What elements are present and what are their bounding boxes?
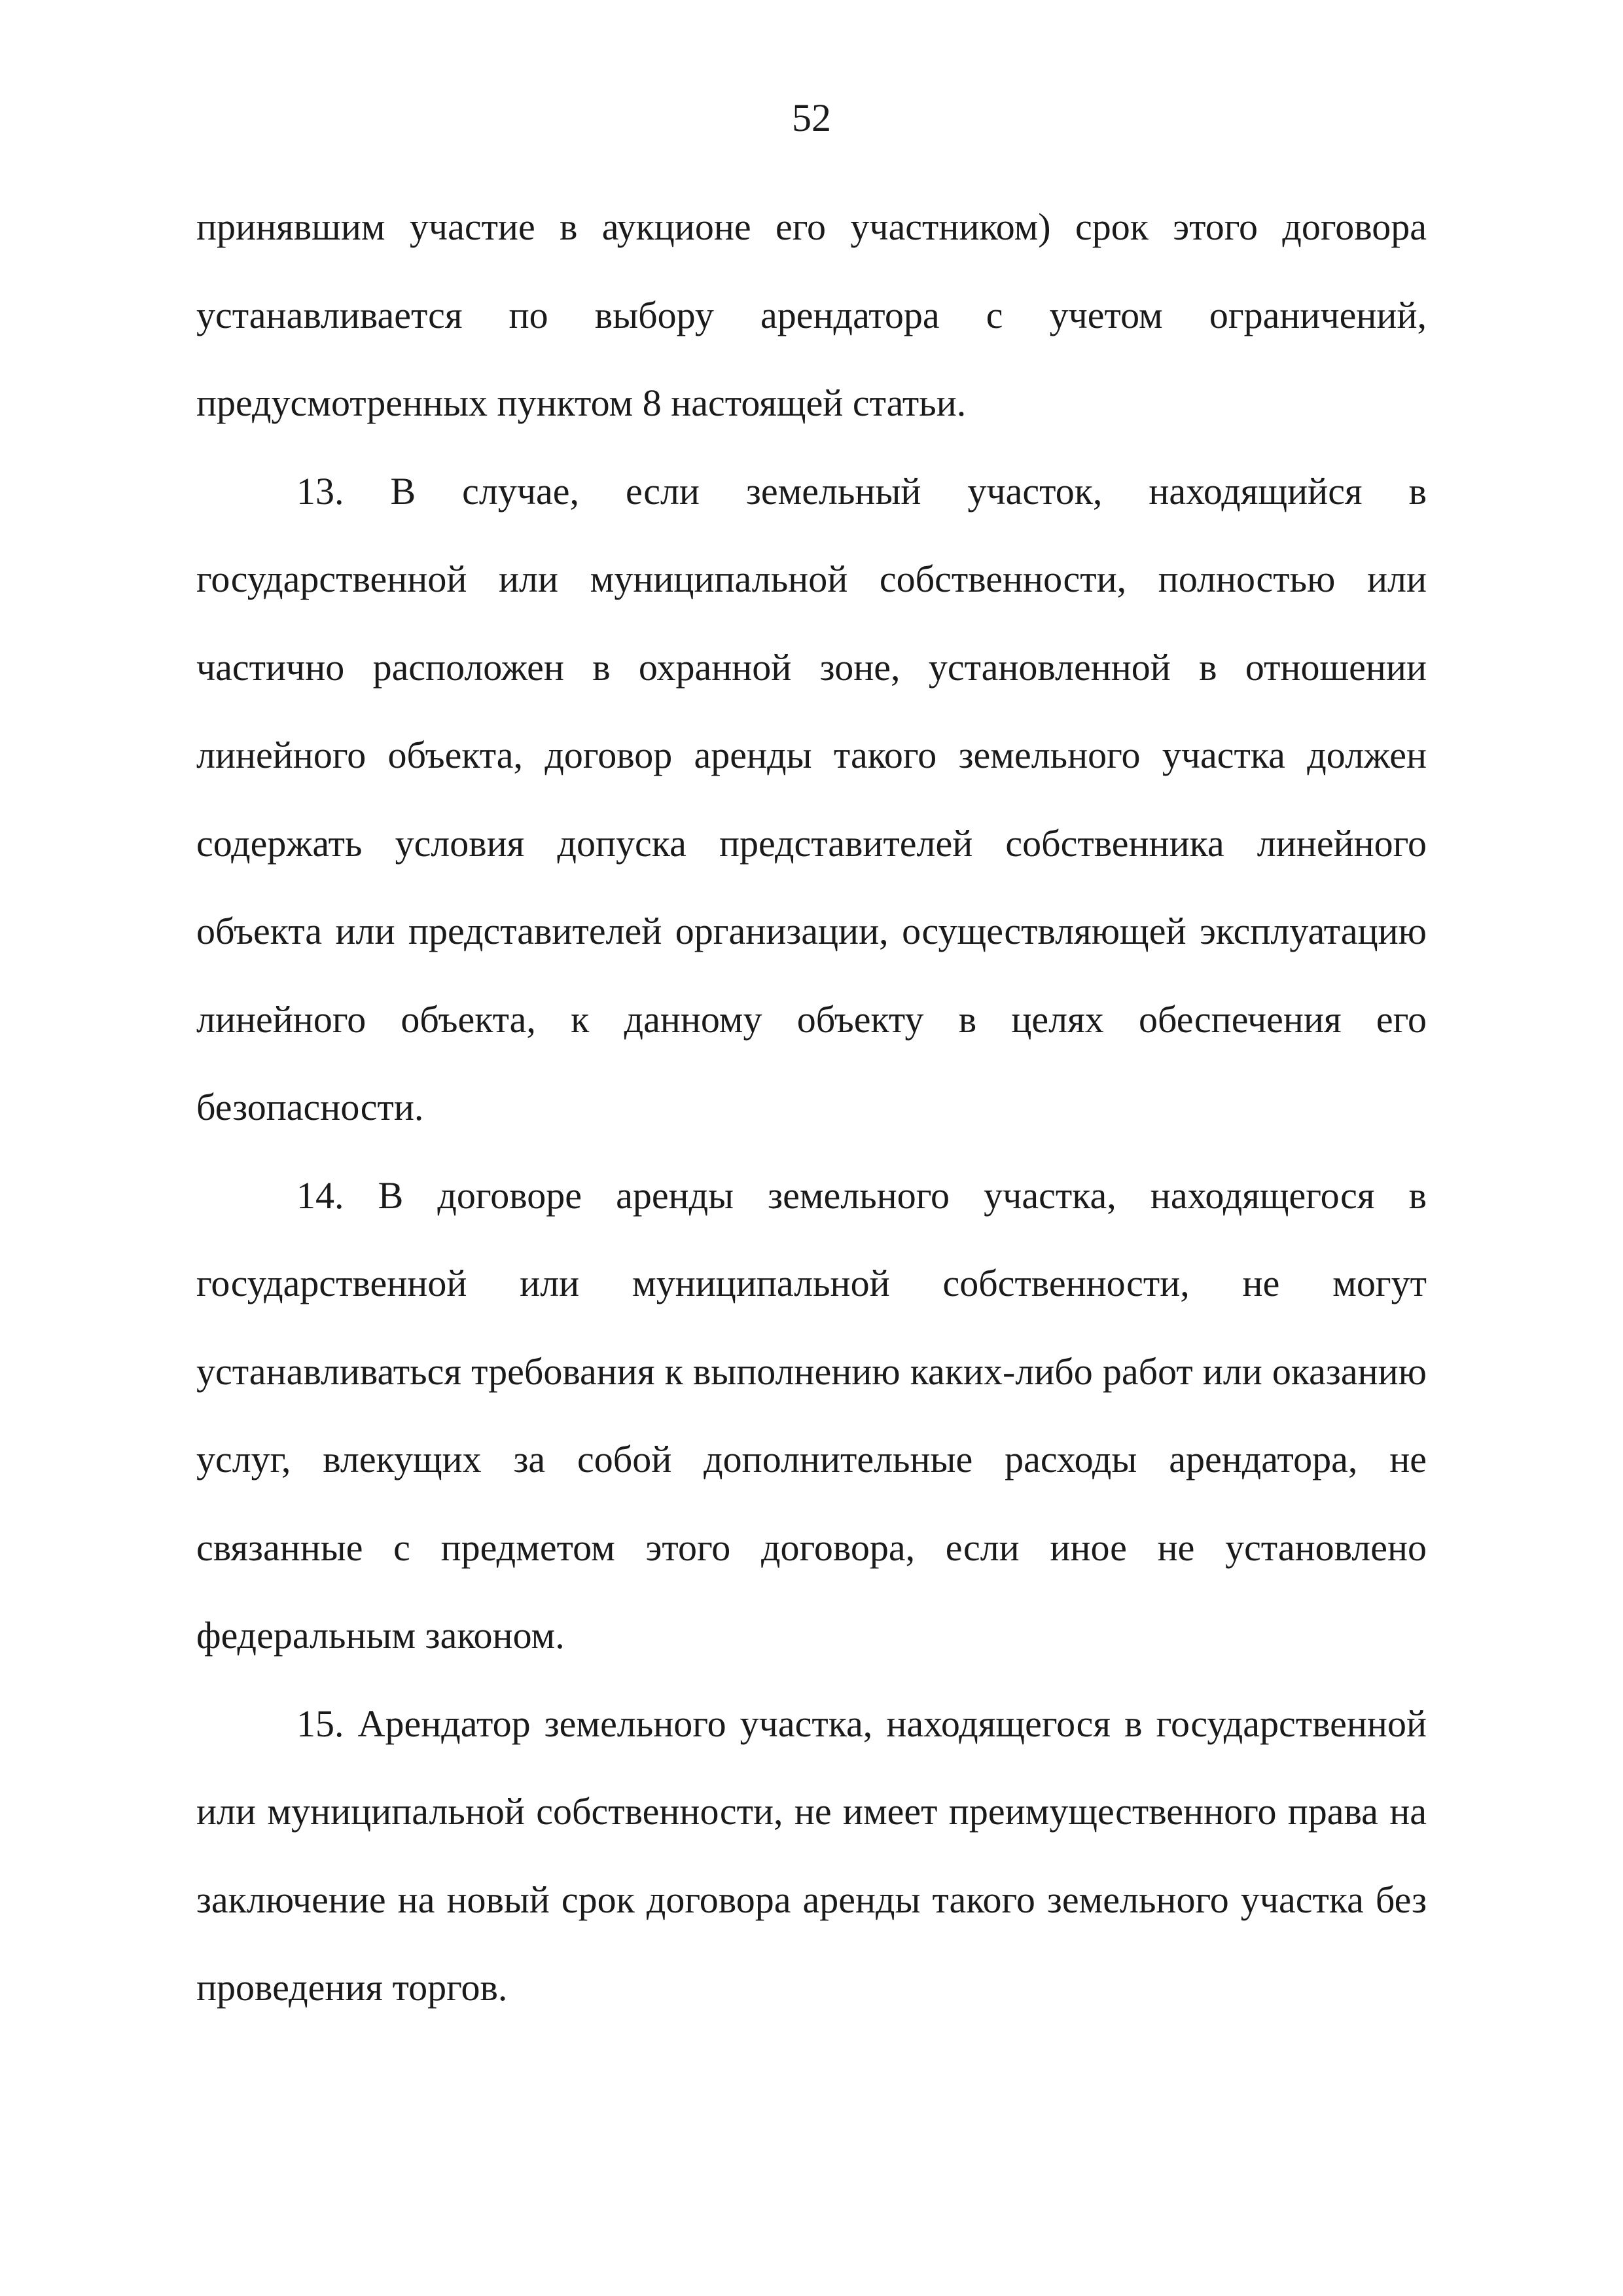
page-number: 52	[792, 96, 831, 139]
document-body	[196, 183, 1427, 2032]
paragraph-continuation: принявшим участие в аукционе его участником) срок этого договора устанавливается по выбору арендатора с учетом ограничений, предусмотренных пунктом 8 настоящей статьи.	[196, 206, 1427, 424]
paragraph-13: 13. В случае, если земельный участок, находящийся в государственной или муниципальной собственности, полностью или частично расположен в охранной зоне, установленной в отношении линейного объекта, договор аренды такого земельного участка должен содержать условия допуска представителей собственника линейного объекта или представителей организации, осуществляющей эксплуатацию линейного объекта, к данному объекту в целях обеспечения его безопасности.	[196, 469, 1427, 1128]
paragraph-14: 14. В договоре аренды земельного участка, находящегося в государственной или муниципальной собственности, не могут устанавливаться требования к выполнению каких-либо работ или оказанию услуг, влекущих за собой дополнительные расходы арендатора, не связанные с предметом этого договора, если иное не установлено федеральным законом.	[196, 1174, 1427, 1657]
paragraph-15: 15. Арендатор земельного участка, находящегося в государственной или муниципальной собственности, не имеет преимущественного права на заключение на новый срок договора аренды такого земельного участка без проведения торгов.	[196, 1702, 1427, 2009]
